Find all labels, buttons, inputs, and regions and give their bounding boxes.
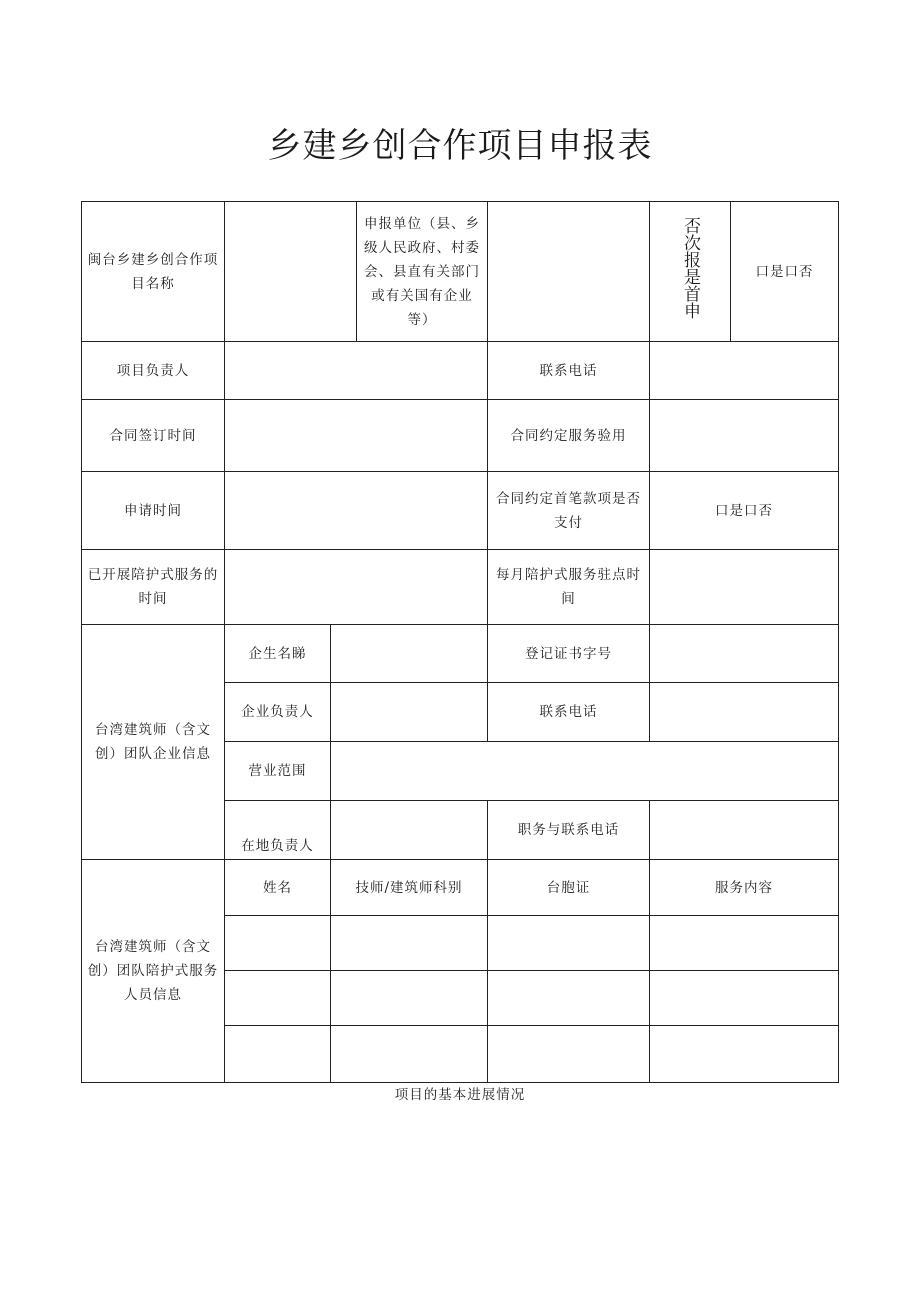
applicant-unit-label: 申报单位（县、乡级人民政府、村委会、县直有关部门或有关国有企业等）: [357, 202, 488, 342]
staff-specialty-cell[interactable]: [331, 1026, 488, 1083]
first-application-checkbox[interactable]: 口是口否: [731, 202, 839, 342]
staff-service-cell[interactable]: [650, 1026, 839, 1083]
staff-name-cell[interactable]: [225, 916, 331, 971]
application-form-table: [81, 201, 839, 1083]
project-lead-value[interactable]: [225, 342, 488, 400]
staff-specialty-cell[interactable]: [331, 971, 488, 1026]
staff-header-id: 台胞证: [488, 860, 650, 916]
enterprise-lead-label: 企业负责人: [225, 683, 331, 742]
service-time-label: 已开展陪护式服务的时间: [82, 550, 225, 625]
local-lead-value[interactable]: [331, 801, 488, 860]
local-lead-label: 在地负责人: [225, 801, 331, 860]
staff-id-cell[interactable]: [488, 971, 650, 1026]
contract-date-value[interactable]: [225, 400, 488, 472]
project-lead-label: 项目负责人: [82, 342, 225, 400]
staff-header-service: 服务内容: [650, 860, 839, 916]
enterprise-section-label: 台湾建筑师（含文创）团队企业信息: [82, 625, 225, 860]
monthly-onsite-label: 每月陪护式服务驻点时间: [488, 550, 650, 625]
staff-name-cell[interactable]: [225, 971, 331, 1026]
business-scope-value[interactable]: [331, 742, 839, 801]
title-phone-label: 职务与联系电话: [488, 801, 650, 860]
apply-date-value[interactable]: [225, 472, 488, 550]
contract-service-acceptance-value[interactable]: [650, 400, 839, 472]
phone-value[interactable]: [650, 342, 839, 400]
title-phone-value[interactable]: [650, 801, 839, 860]
registration-label: 登记证书字号: [488, 625, 650, 683]
registration-value[interactable]: [650, 625, 839, 683]
project-name-label: 闽台乡建乡创合作项目名称: [82, 202, 225, 342]
staff-id-cell[interactable]: [488, 916, 650, 971]
project-name-value[interactable]: [225, 202, 357, 342]
business-scope-label: 营业范围: [225, 742, 331, 801]
staff-service-cell[interactable]: [650, 971, 839, 1026]
first-application-cell: [650, 202, 731, 342]
staff-section-label: 台湾建筑师（含文创）团队陪护式服务人员信息: [82, 860, 225, 1083]
staff-service-cell[interactable]: [650, 916, 839, 971]
phone-label: 联系电话: [488, 342, 650, 400]
applicant-unit-value[interactable]: [488, 202, 650, 342]
staff-name-cell[interactable]: [225, 1026, 331, 1083]
progress-section-label: 项目的基本进展情况: [394, 1087, 526, 1103]
contract-service-acceptance-label: 合同约定服务验用: [488, 400, 650, 472]
staff-header-specialty: 技师/建筑师科别: [331, 860, 488, 916]
monthly-onsite-value[interactable]: [650, 550, 839, 625]
enterprise-lead-value[interactable]: [331, 683, 488, 742]
staff-id-cell[interactable]: [488, 1026, 650, 1083]
enterprise-name-value[interactable]: [331, 625, 488, 683]
first-application-label: 否次报是首申: [680, 216, 700, 319]
enterprise-name-label: 企生名睇: [225, 625, 331, 683]
apply-date-label: 申请时间: [82, 472, 225, 550]
staff-header-name: 姓名: [225, 860, 331, 916]
staff-specialty-cell[interactable]: [331, 916, 488, 971]
enterprise-phone-value[interactable]: [650, 683, 839, 742]
contract-date-label: 合同签订时间: [82, 400, 225, 472]
enterprise-phone-label: 联系电话: [488, 683, 650, 742]
first-payment-checkbox[interactable]: 口是口否: [650, 472, 839, 550]
first-payment-label: 合同约定首笔款项是否支付: [488, 472, 650, 550]
form-title: 乡建乡创合作项目申报表: [267, 126, 653, 166]
service-time-value[interactable]: [225, 550, 488, 625]
